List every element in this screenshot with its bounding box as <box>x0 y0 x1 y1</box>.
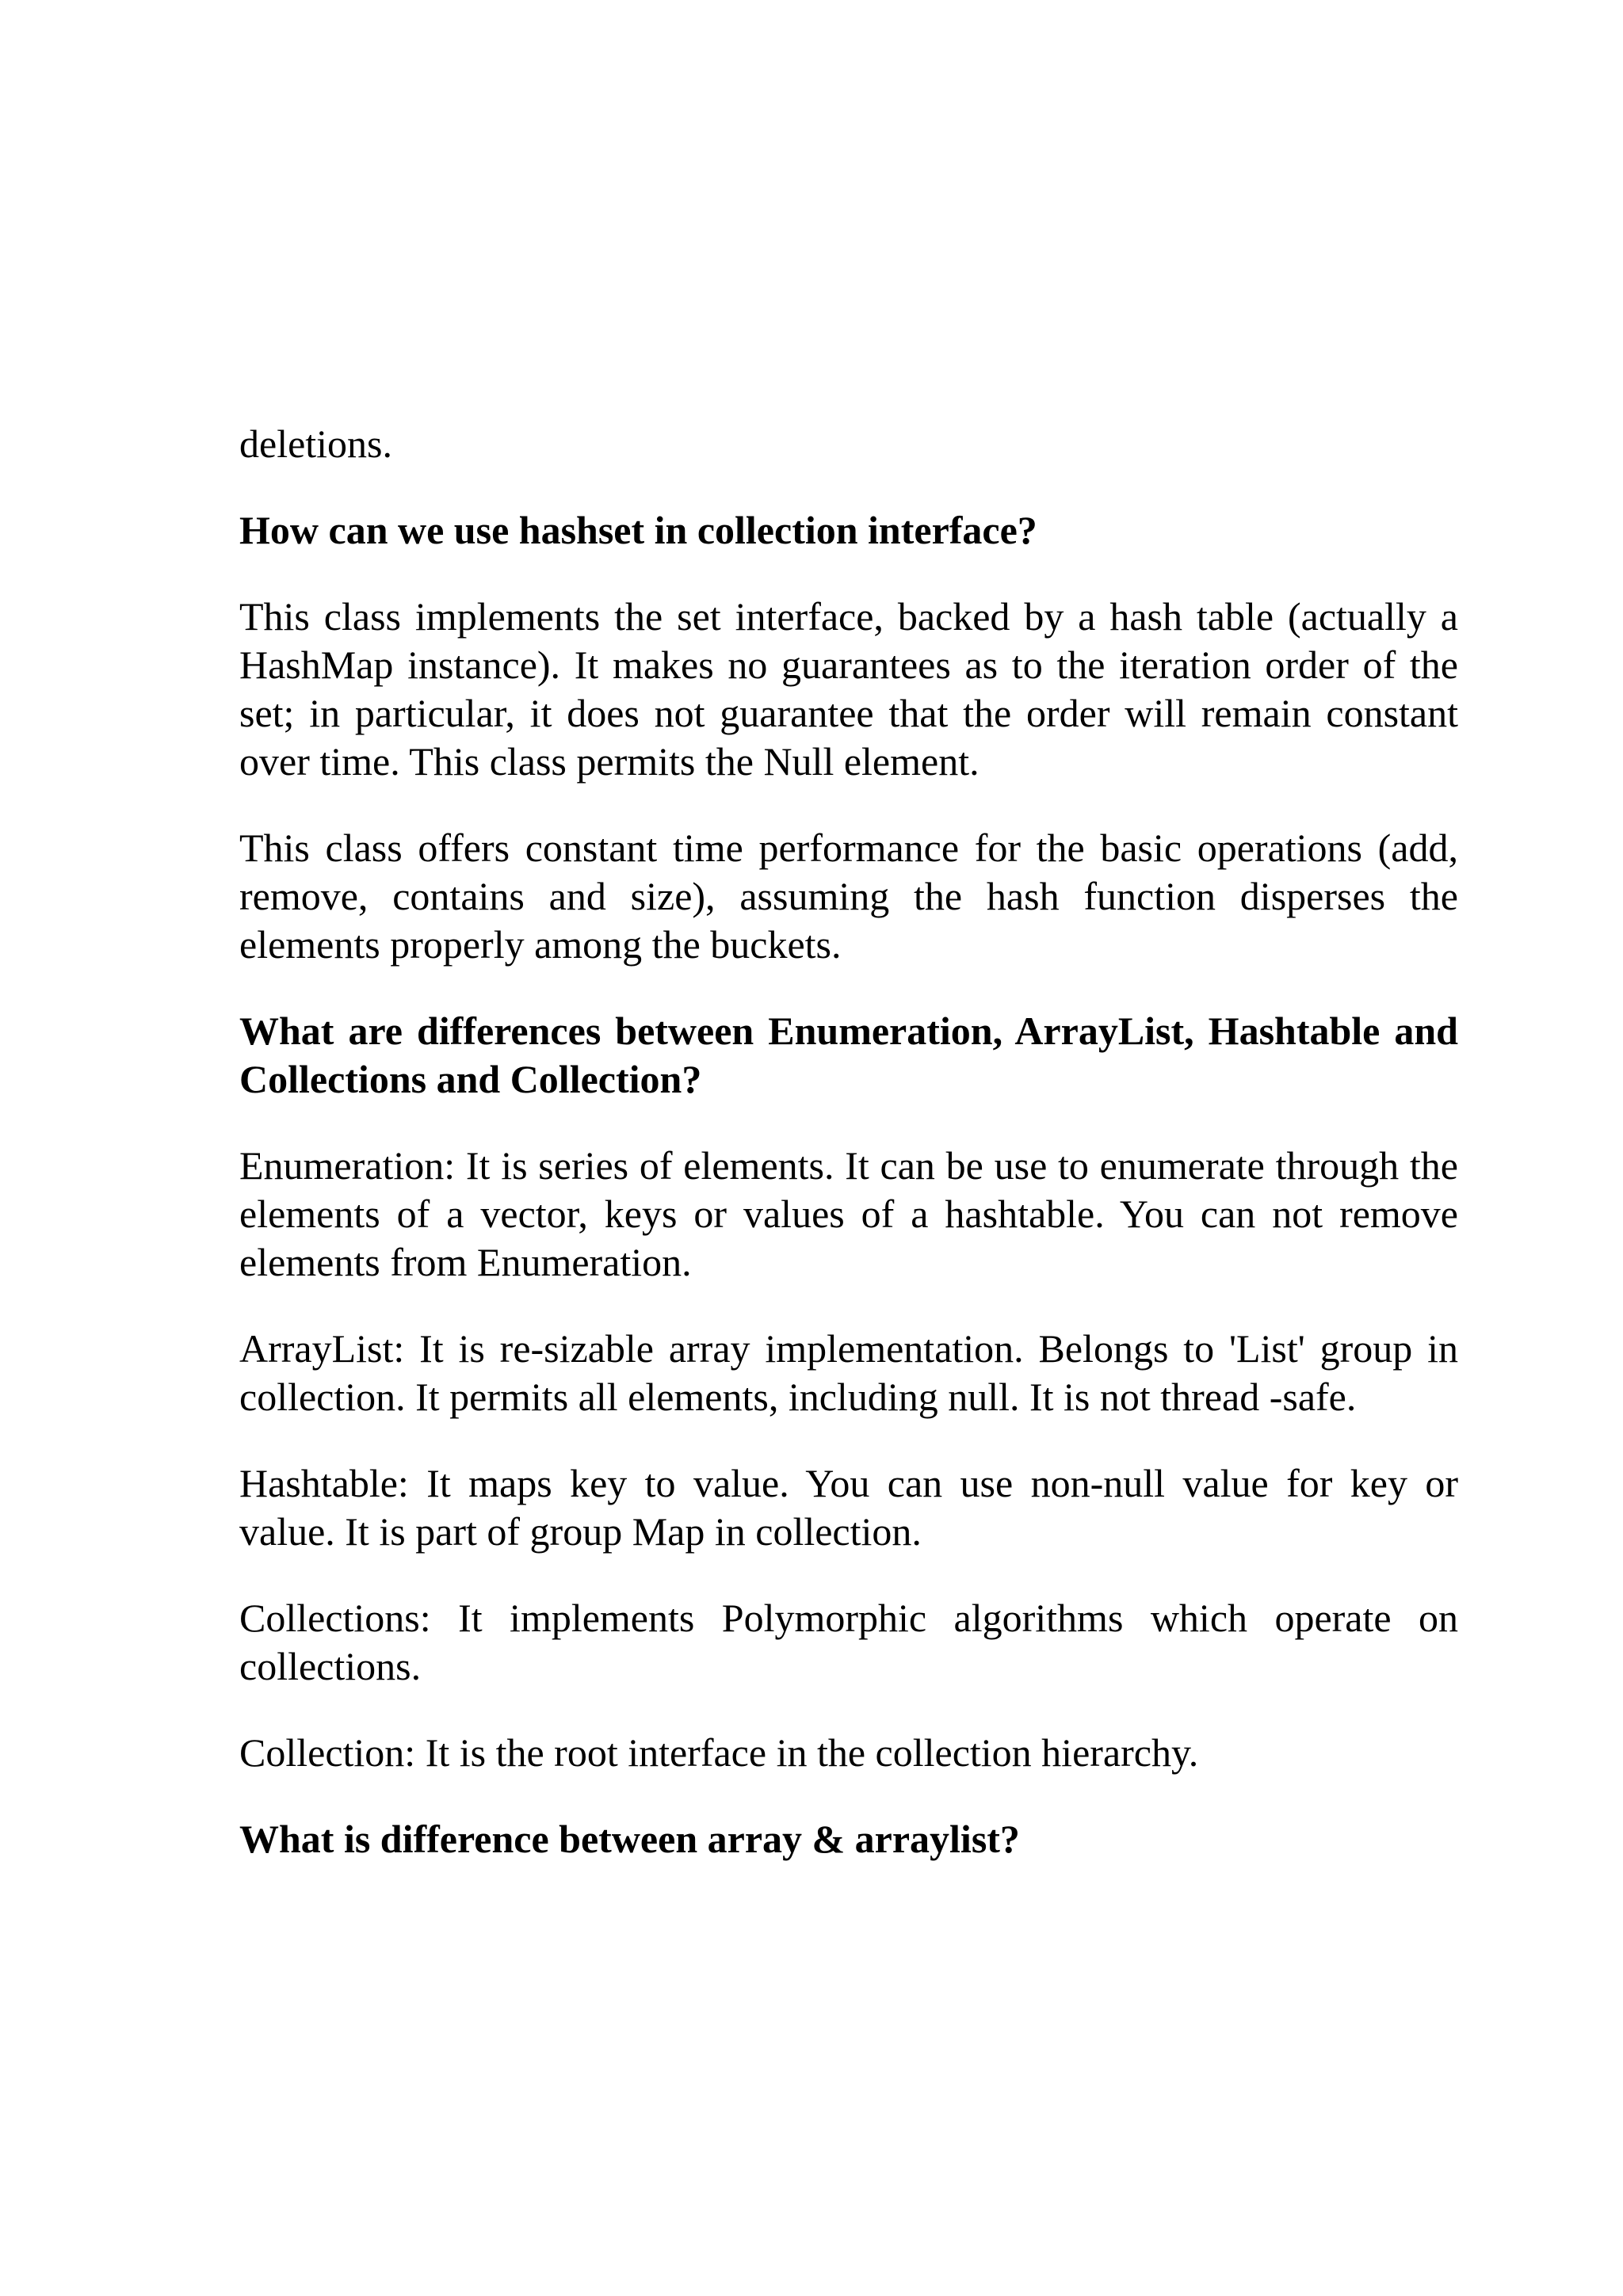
paragraph-deletions: deletions. <box>239 421 393 466</box>
paragraph-hashtable: Hashtable: It maps key to value. You can use non-null value for key or value. It is part of group Map in collection. <box>239 1461 1458 1554</box>
paragraph-collections: Collections: It implements Polymorphic algorithms which operate on collections. <box>239 1596 1458 1688</box>
heading-array-vs-arraylist: What is difference between array & arraylist? <box>239 1817 1020 1861</box>
heading-hashset: How can we use hashset in collection interface? <box>239 508 1037 552</box>
paragraph-enumeration: Enumeration: It is series of elements. It can be use to enumerate through the elements of a vector, keys or values of a hashtable. You can not remove elements from Enumeration. <box>239 1143 1458 1284</box>
paragraph-collection: Collection: It is the root interface in the collection hierarchy. <box>239 1730 1199 1775</box>
document-body <box>239 420 1458 1901</box>
paragraph-hashset-performance: This class offers constant time performance for the basic operations (add, remove, contains and size), assuming the hash function disperses the elements properly among the buckets. <box>239 826 1458 967</box>
paragraph-arraylist: ArrayList: It is re-sizable array implementation. Belongs to 'List' group in collection. It permits all elements, including null. It is not thread -safe. <box>239 1326 1458 1419</box>
heading-differences: What are differences between Enumeration, ArrayList, Hashtable and Collections and Collection? <box>239 1009 1458 1101</box>
paragraph-hashset-description: This class implements the set interface, backed by a hash table (actually a HashMap instance). It makes no guarantees as to the iteration order of the set; in particular, it does not guarantee that the order will remain constant over time. This class permits the Null element. <box>239 594 1458 784</box>
